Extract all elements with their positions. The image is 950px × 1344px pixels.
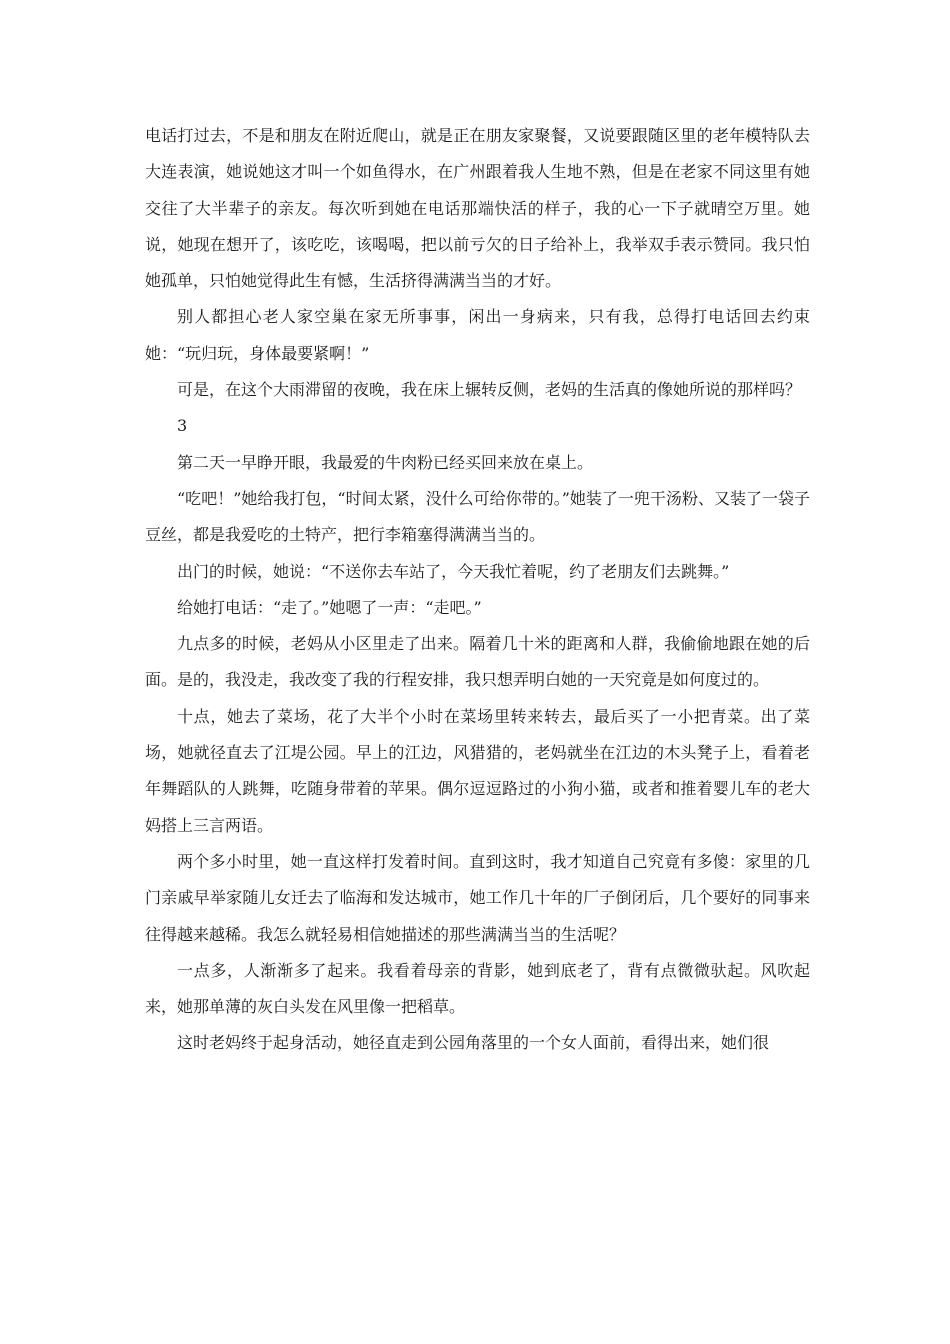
paragraph: 九点多的时候，老妈从小区里走了出来。隔着几十米的距离和人群，我偷偷地跟在她的后面。是的，我没走，我改变了我的行程安排，我只想弄明白她的一天究竟是如何度过的。 — [145, 634, 810, 690]
paragraph: 两个多小时里，她一直这样打发着时间。直到这时，我才知道自己究竟有多傻：家里的几门亲戚早举家随儿女迁去了临海和发达城市，她工作几十年的厂子倒闭后，几个要好的同事来往得越来越稀。我怎么就轻易相信她描述的那些满满当当的生活呢？ — [145, 851, 810, 944]
paragraph: 给她打电话：“走了。”她嗯了一声：“走吧。” — [177, 597, 482, 617]
paragraph: 第二天一早睁开眼，我最爱的牛肉粉已经买回来放在桌上。 — [177, 452, 594, 472]
paragraph: 十点，她去了菜场，花了大半个小时在菜场里转来转去，最后买了一小把青菜。出了菜场，她就径直去了江堤公园。早上的江边，风猎猎的，老妈就坐在江边的木头凳子上，看着老年舞蹈队的人跳舞，吃随身带着的苹果。偶尔逗逗路过的小狗小猫，或者和推着婴儿车的老大妈搭上三言两语。 — [145, 706, 810, 835]
paragraph: 一点多，人渐渐多了起来。我看着母亲的背影，她到底老了，背有点微微驮起。风吹起来，她那单薄的灰白头发在风里像一把稻草。 — [145, 960, 810, 1017]
article-body — [145, 118, 810, 1062]
paragraph: 这时老妈终于起身活动，她径直走到公园角落里的一个女人面前，看得出来，她们很 — [177, 1033, 770, 1053]
paragraph: 出门的时候，她说：“不送你去车站了，今天我忙着呢，约了老朋友们去跳舞。” — [177, 561, 730, 581]
paragraph-continuation: 电话打过去，不是和朋友在附近爬山，就是正在朋友家聚餐，又说要跟随区里的老年模特队去大连表演，她说她这才叫一个如鱼得水，在广州跟着我人生地不熟，但是在老家不同这里有她交往了大半辈子的亲友。每次听到她在电话那端快活的样子，我的心一下子就晴空万里。她说，她现在想开了，该吃吃，该喝喝，把以前亏欠的日子给补上，我举双手表示赞同。我只怕她孤单，只怕她觉得此生有憾，生活挤得满满当当的才好。 — [145, 126, 810, 291]
section-number: 3 — [177, 416, 188, 436]
paragraph: 别人都担心老人家空巢在家无所事事，闲出一身病来，只有我，总得打电话回去约束她：“玩归玩，身体最要紧啊！” — [145, 307, 810, 363]
paragraph: 可是，在这个大雨滞留的夜晚，我在床上辗转反侧，老妈的生活真的像她所说的那样吗？ — [177, 380, 802, 400]
paragraph: “吃吧！”她给我打包，“时间太紧，没什么可给你带的。”她装了一兜干汤粉、又装了一袋子豆丝，都是我爱吃的土特产，把行李箱塞得满满当当的。 — [145, 488, 810, 545]
